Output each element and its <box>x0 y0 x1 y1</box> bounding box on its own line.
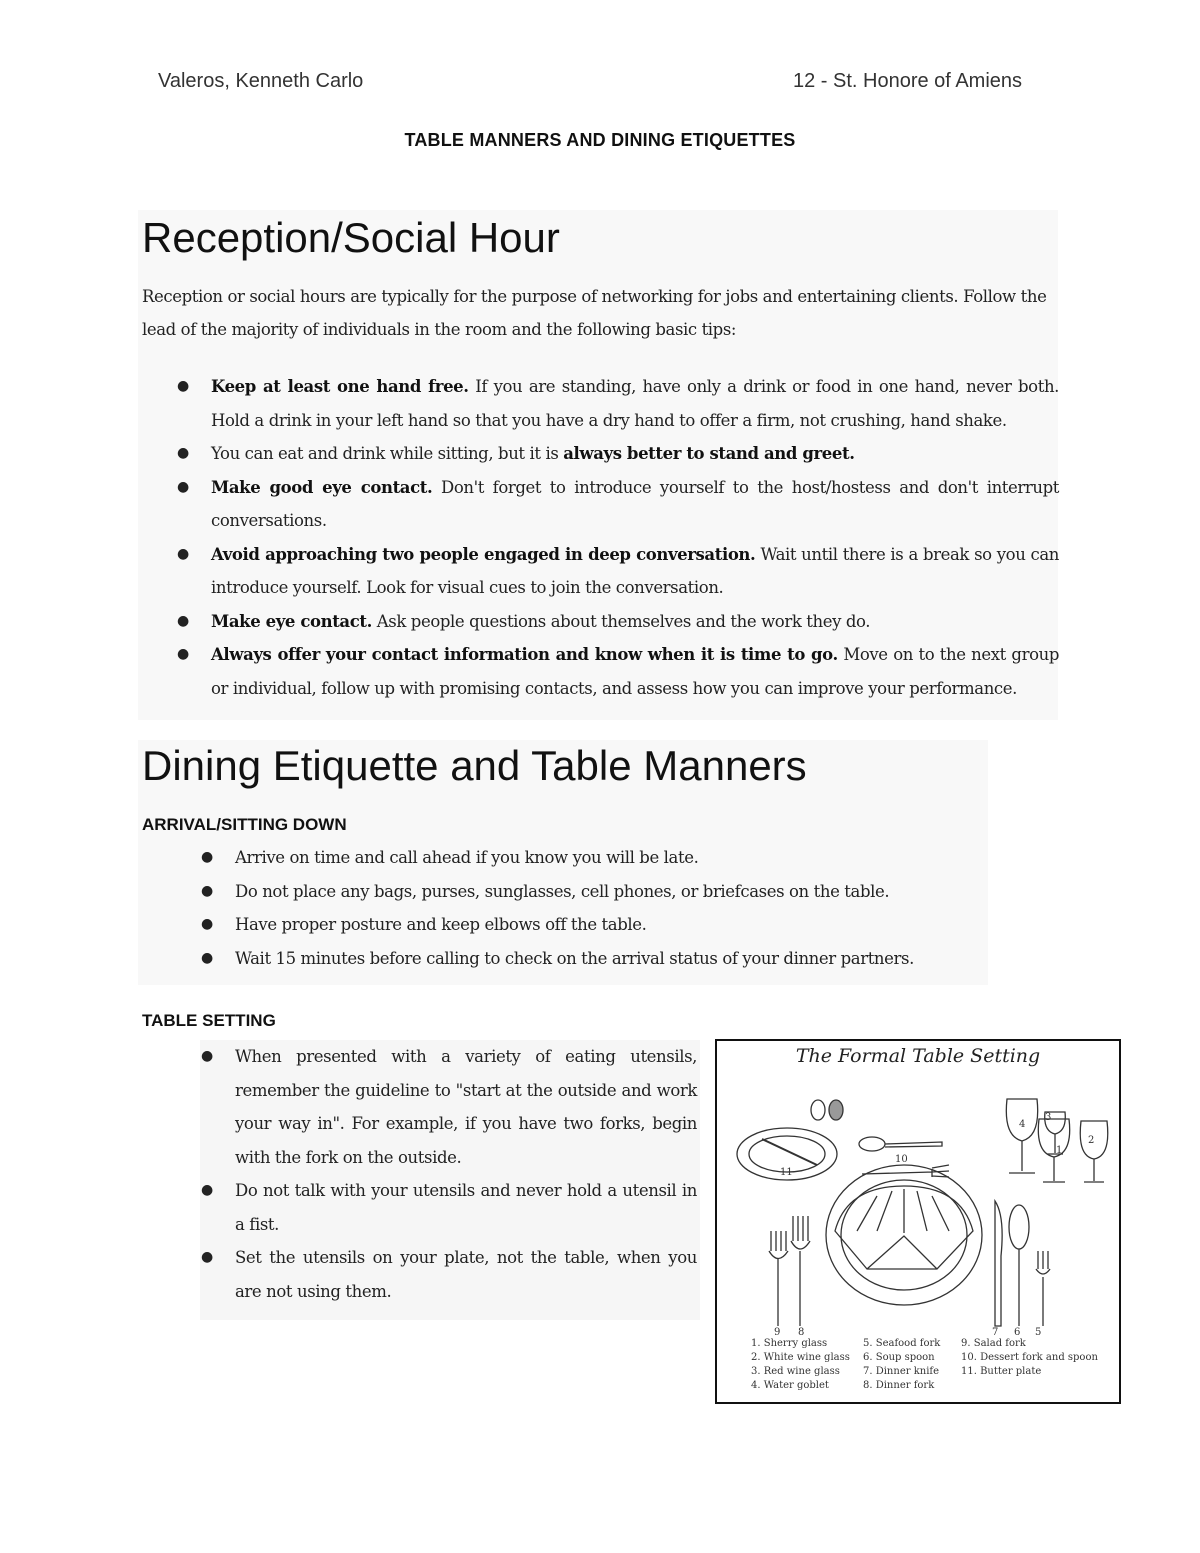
list-item <box>177 638 1059 705</box>
list-item <box>201 1241 697 1308</box>
bullet-icon: ● <box>201 849 213 865</box>
table-setting-figure <box>715 1039 1121 1404</box>
pepper-shaker-icon <box>829 1100 843 1120</box>
dining-heading: Dining Etiquette and Table Manners <box>142 742 807 789</box>
list-item <box>177 471 1059 538</box>
legend-item: 8. Dinner fork <box>863 1380 935 1391</box>
list-item <box>201 908 995 942</box>
bullet-icon: ● <box>177 646 189 662</box>
number-label: 4 <box>1019 1119 1026 1130</box>
tip-text: Wait until there is a break so you can introduce yourself. Look for visual cues to join the conversation. <box>211 544 1060 597</box>
water-goblet-icon <box>1006 1099 1037 1173</box>
arrival-subheading: ARRIVAL/SITTING DOWN <box>142 815 347 834</box>
bullet-icon: ● <box>177 378 189 394</box>
list-item <box>201 875 995 909</box>
dinner-knife-icon <box>995 1201 1002 1326</box>
item-text: Arrive on time and call ahead if you know you will be late. <box>235 848 699 867</box>
list-item <box>177 370 1060 437</box>
bullet-icon: ● <box>201 1182 213 1198</box>
salad-fork-icon <box>769 1231 788 1326</box>
figure-title: The Formal Table Setting <box>795 1045 1041 1067</box>
tip-emphasis: Avoid approaching two people engaged in deep conversation. <box>211 544 756 564</box>
butter-knife-icon <box>762 1139 817 1165</box>
bullet-icon: ● <box>201 949 213 966</box>
number-label: 6 <box>1014 1327 1021 1338</box>
arrival-list <box>201 841 995 975</box>
list-item <box>201 1174 697 1241</box>
item-text: Do not talk with your utensils and never hold a utensil in a fist. <box>235 1181 697 1234</box>
white-wine-glass-icon <box>1080 1121 1108 1182</box>
legend-item: 5. Seafood fork <box>863 1338 941 1349</box>
tip-emphasis: Keep at least one hand free. <box>211 377 469 396</box>
dinner-fork-icon <box>791 1216 810 1326</box>
item-text: When presented with a variety of eating utensils, remember the guideline to "start at the outside and work your way in". For example, if you have two forks, begin with the fork on the outside. <box>235 1047 697 1167</box>
figure-legend-column <box>863 1337 940 1393</box>
tip-text: You can eat and drink while sitting, but it is <box>211 444 564 463</box>
bullet-icon: ● <box>201 1048 213 1064</box>
legend-item: 3. Red wine glass <box>751 1366 840 1377</box>
seafood-fork-icon <box>1036 1251 1050 1326</box>
author-name: Valeros, Kenneth Carlo <box>158 70 364 92</box>
dessert-spoon-icon <box>859 1137 885 1151</box>
bullet-icon: ● <box>177 478 189 495</box>
item-text: Do not place any bags, purses, sunglasses, cell phones, or briefcases on the table. <box>235 881 890 901</box>
legend-item: 4. Water goblet <box>751 1380 829 1391</box>
number-label: 11 <box>780 1167 793 1178</box>
document-title: TABLE MANNERS AND DINING ETIQUETTES <box>404 130 796 150</box>
table-setting-list <box>201 1040 697 1308</box>
number-label: 5 <box>1035 1327 1042 1338</box>
table-setting-subheading: TABLE SETTING <box>142 1011 276 1030</box>
reception-tips-list <box>177 370 1060 705</box>
tip-text: If you are standing, have only a drink or food in one hand, never both. Hold a drink in your left hand so that you have a dry hand to offer a firm, not crushing, hand shake. <box>211 377 1060 430</box>
number-label: 8 <box>798 1327 805 1338</box>
number-label: 2 <box>1088 1135 1095 1146</box>
tip-text: Move on to the next group or individual, follow up with promising contacts, and assess how you can improve your performance. <box>211 645 1059 698</box>
item-text: Set the utensils on your plate, not the table, when you are not using them. <box>235 1248 697 1301</box>
red-wine-glass-icon <box>1038 1119 1069 1182</box>
tip-emphasis: Make good eye contact. <box>211 477 433 497</box>
list-item <box>177 605 1059 639</box>
bullet-icon: ● <box>177 545 189 562</box>
list-item <box>201 841 995 875</box>
bullet-icon: ● <box>177 445 189 461</box>
legend-item: 1. Sherry glass <box>751 1338 828 1349</box>
item-text: Wait 15 minutes before calling to check on the arrival status of your dinner partners. <box>235 948 914 968</box>
legend-item: 11. Butter plate <box>961 1366 1042 1377</box>
bullet-icon: ● <box>201 882 213 899</box>
number-label: 1 <box>1056 1145 1063 1156</box>
legend-item: 7. Dinner knife <box>863 1366 940 1377</box>
soup-spoon-icon <box>1009 1205 1029 1249</box>
number-label: 3 <box>1045 1112 1052 1123</box>
legend-item: 2. White wine glass <box>751 1352 850 1363</box>
figure-legend-column <box>751 1337 850 1393</box>
tip-text: Ask people questions about themselves and the work they do. <box>371 611 871 631</box>
figure-legend-column <box>961 1337 1098 1379</box>
list-item <box>201 1040 697 1174</box>
legend-item: 6. Soup spoon <box>863 1352 935 1363</box>
reception-heading: Reception/Social Hour <box>142 214 560 261</box>
salt-shaker-icon <box>811 1100 825 1120</box>
tip-emphasis: always better to stand and greet. <box>563 444 855 463</box>
napkin-icon <box>835 1186 973 1269</box>
list-item <box>177 437 1059 471</box>
tip-emphasis: Always offer your contact information and know when it is time to go. <box>211 645 838 664</box>
list-item <box>201 942 995 976</box>
number-label: 9 <box>774 1327 781 1338</box>
class-section: 12 - St. Honore of Amiens <box>793 70 1023 92</box>
bullet-icon: ● <box>201 1249 213 1265</box>
bullet-icon: ● <box>177 612 189 629</box>
item-text: Have proper posture and keep elbows off the table. <box>235 915 647 934</box>
number-label: 7 <box>992 1327 999 1338</box>
legend-item: 9. Salad fork <box>961 1338 1026 1349</box>
list-item <box>177 538 1060 605</box>
tip-text: Don't forget to introduce yourself to the host/hostess and don't interrupt conversations. <box>211 477 1059 530</box>
reception-intro: Reception or social hours are typically for the purpose of networking for jobs and entertaining clients. Follow the lead of the majority of individuals in the room and the following basic tips: <box>142 287 1047 339</box>
legend-item: 10. Dessert fork and spoon <box>961 1352 1098 1363</box>
number-label: 10 <box>895 1154 908 1165</box>
bullet-icon: ● <box>201 916 213 932</box>
tip-emphasis: Make eye contact. <box>211 611 372 631</box>
